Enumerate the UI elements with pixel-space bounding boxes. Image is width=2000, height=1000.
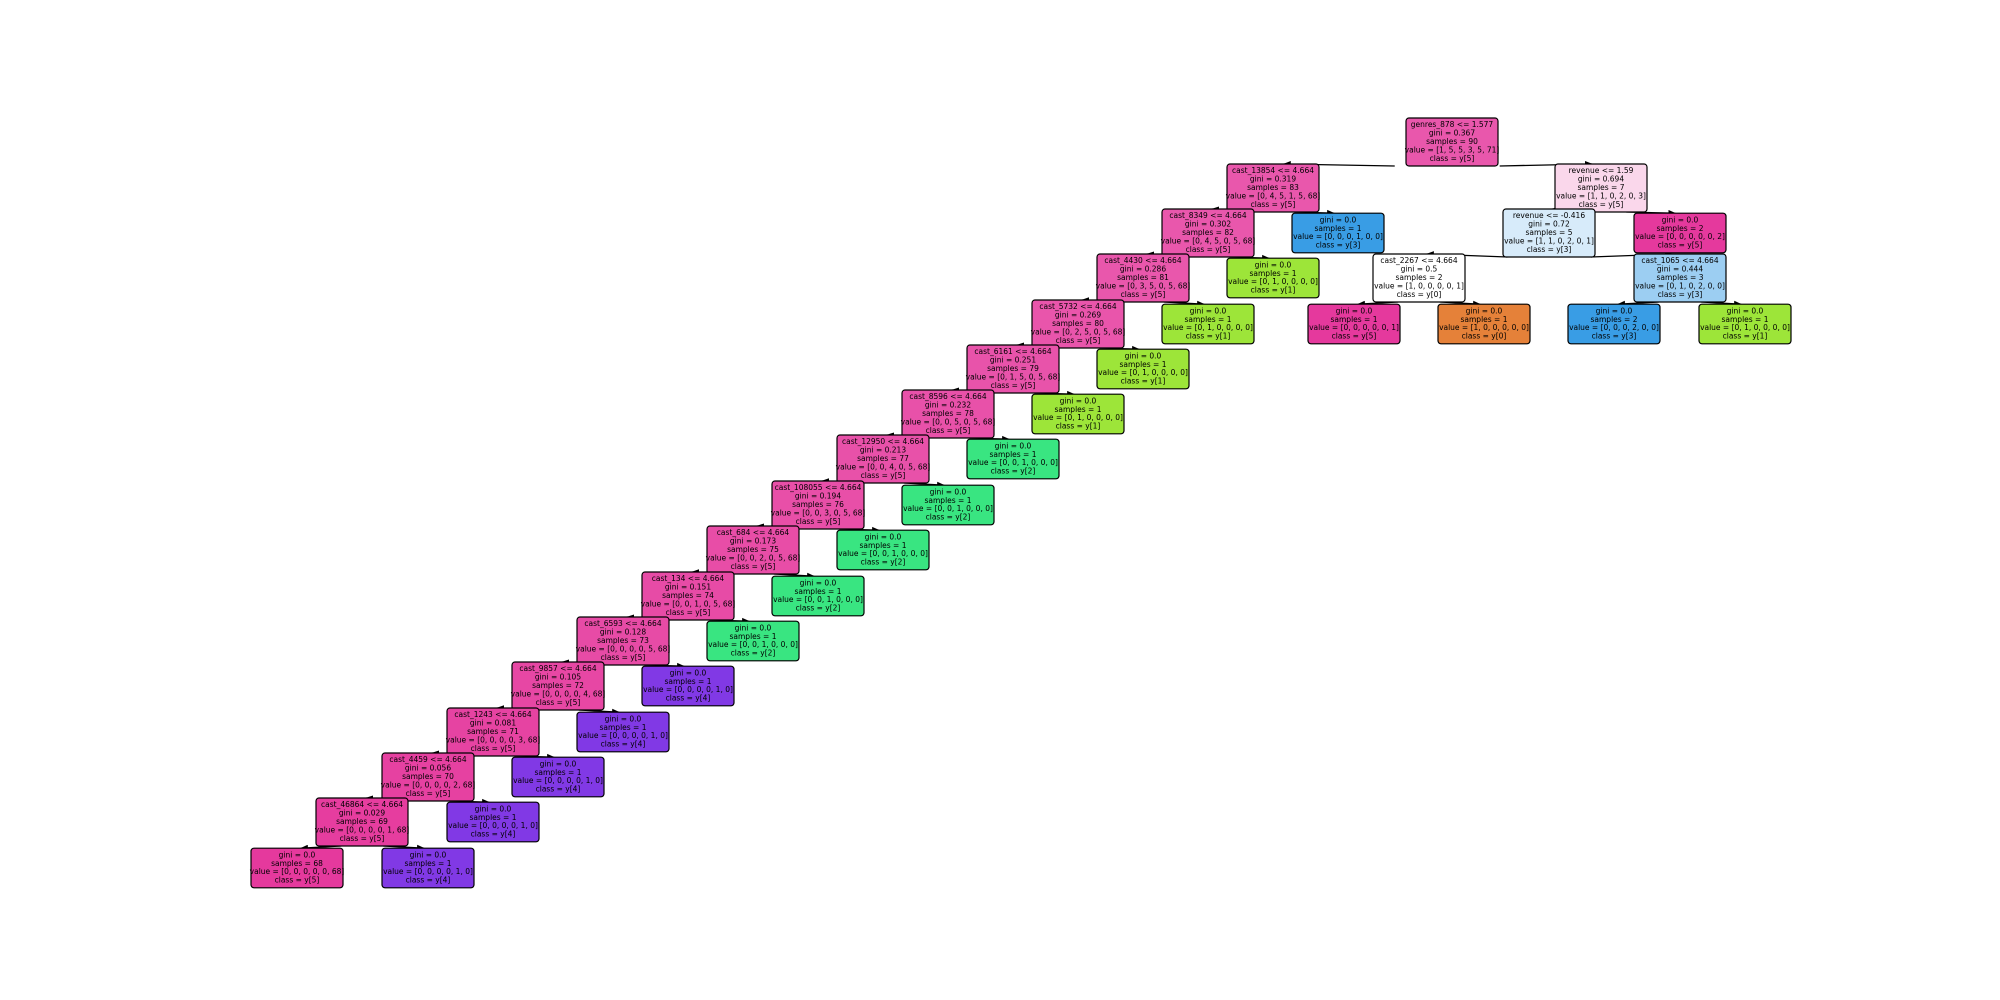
node-label-line: class = y[5] xyxy=(1185,244,1231,254)
node-label-line: class = y[1] xyxy=(1250,285,1296,295)
node-label-line: samples = 1 xyxy=(989,449,1037,459)
node-label-line: class = y[4] xyxy=(665,693,711,703)
tree-node xyxy=(1227,258,1319,298)
node-label-line: samples = 73 xyxy=(597,636,649,645)
node-label-line: value = [0, 0, 0, 0, 0, 1] xyxy=(1309,323,1399,333)
tree-node xyxy=(382,848,474,888)
node-label-line: cast_134 <= 4.664 xyxy=(651,574,725,584)
node-label-line: gini = 0.0 xyxy=(1661,215,1699,225)
node-label-line: samples = 76 xyxy=(792,500,844,509)
node-label-line: class = y[2] xyxy=(860,557,906,567)
tree-nodes xyxy=(250,118,1791,888)
node-label-line: samples = 2 xyxy=(1656,223,1704,233)
tree-node xyxy=(1226,164,1321,212)
node-label-line: value = [0, 0, 0, 0, 2, 68] xyxy=(380,780,476,790)
node-label-line: revenue <= -0.416 xyxy=(1512,211,1586,221)
node-label-line: class = y[5] xyxy=(600,652,646,662)
node-label-line: gini = 0.0 xyxy=(864,532,902,542)
tree-node xyxy=(1699,304,1791,344)
node-label-line: samples = 1 xyxy=(1119,359,1167,369)
node-label-line: cast_8349 <= 4.664 xyxy=(1169,211,1247,221)
node-label-line: samples = 1 xyxy=(1249,268,1297,278)
node-label-line: class = y[4] xyxy=(535,784,581,794)
node-label-line: value = [0, 1, 5, 0, 5, 68] xyxy=(965,372,1061,382)
node-label-line: value = [0, 0, 0, 0, 1, 0] xyxy=(383,867,473,877)
tree-node xyxy=(1438,304,1530,344)
tree-node xyxy=(771,481,866,529)
node-label-line: gini = 0.105 xyxy=(534,672,582,682)
node-label-line: gini = 0.0 xyxy=(1124,351,1162,361)
node-label-line: class = y[1] xyxy=(1722,331,1768,341)
tree-node xyxy=(1568,304,1660,344)
node-label-line: value = [1, 1, 0, 2, 0, 1] xyxy=(1504,236,1594,246)
node-label-line: gini = 0.0 xyxy=(1254,260,1292,270)
node-label-line: value = [0, 4, 5, 0, 5, 68] xyxy=(1160,236,1256,246)
node-label-line: samples = 77 xyxy=(857,454,909,463)
node-label-line: gini = 0.213 xyxy=(859,445,907,455)
node-label-line: samples = 1 xyxy=(599,722,647,732)
node-label-line: value = [0, 1, 0, 0, 0, 0] xyxy=(1700,323,1790,333)
node-label-line: class = y[5] xyxy=(1120,289,1166,299)
node-label-line: value = [1, 0, 0, 0, 0, 1] xyxy=(1374,281,1464,291)
node-label-line: value = [0, 0, 1, 0, 5, 68] xyxy=(640,599,736,609)
tree-node xyxy=(315,798,410,846)
tree-node xyxy=(901,390,996,438)
node-label-line: gini = 0.367 xyxy=(1428,128,1476,138)
node-label-line: class = y[2] xyxy=(730,648,776,658)
node-label-line: class = y[5] xyxy=(730,561,776,571)
tree-node xyxy=(250,848,345,888)
node-label-line: samples = 79 xyxy=(987,364,1039,373)
node-label-line: gini = 0.232 xyxy=(924,400,972,410)
node-label-line: samples = 75 xyxy=(727,545,779,554)
node-label-line: class = y[5] xyxy=(795,516,841,526)
tree-node xyxy=(1634,213,1726,253)
node-label-line: samples = 81 xyxy=(1117,273,1169,282)
node-label-line: value = [0, 0, 0, 2, 0, 0] xyxy=(1569,323,1659,333)
tree-node xyxy=(1161,209,1256,257)
node-label-line: gini = 0.0 xyxy=(1726,306,1764,316)
tree-node xyxy=(576,617,671,665)
node-label-line: value = [1, 5, 5, 3, 5, 71] xyxy=(1404,145,1500,155)
tree-node xyxy=(707,621,799,661)
tree-node xyxy=(577,712,669,752)
node-label-line: value = [0, 1, 0, 0, 0, 0] xyxy=(1098,368,1188,378)
node-label-line: value = [0, 1, 0, 0, 0, 0] xyxy=(1228,277,1318,287)
node-label-line: value = [0, 0, 0, 0, 4, 68] xyxy=(510,689,606,699)
node-label-line: value = [0, 0, 1, 0, 0, 0] xyxy=(968,458,1058,468)
node-label-line: samples = 74 xyxy=(662,591,714,600)
node-label-line: value = [0, 0, 0, 0, 5, 68] xyxy=(575,644,671,654)
node-label-line: genres_878 <= 1.577 xyxy=(1410,120,1494,130)
node-label-line: samples = 1 xyxy=(469,812,517,822)
tree-node xyxy=(706,526,801,574)
node-label-line: gini = 0.0 xyxy=(278,850,316,860)
node-label-line: value = [0, 2, 5, 0, 5, 68] xyxy=(1030,327,1126,337)
node-label-line: cast_6161 <= 4.664 xyxy=(974,347,1052,357)
node-label-line: class = y[1] xyxy=(1055,421,1101,431)
node-label-line: value = [0, 0, 0, 0, 1, 0] xyxy=(513,776,603,786)
node-label-line: gini = 0.0 xyxy=(669,668,707,678)
node-label-line: gini = 0.444 xyxy=(1656,264,1704,274)
node-label-line: gini = 0.194 xyxy=(794,491,842,501)
tree-node xyxy=(1162,304,1254,344)
node-label-line: value = [0, 0, 3, 0, 5, 68] xyxy=(770,508,866,518)
node-label-line: value = [0, 0, 2, 0, 5, 68] xyxy=(705,553,801,563)
node-label-line: cast_108055 <= 4.664 xyxy=(774,483,862,493)
node-label-line: cast_1243 <= 4.664 xyxy=(454,710,532,720)
node-label-line: gini = 0.056 xyxy=(404,763,452,773)
node-label-line: class = y[5] xyxy=(339,833,385,843)
node-label-line: gini = 0.151 xyxy=(664,582,712,592)
tree-node xyxy=(1031,300,1126,348)
node-label-line: gini = 0.0 xyxy=(539,759,577,769)
node-label-line: value = [0, 1, 0, 0, 0, 0] xyxy=(1163,323,1253,333)
node-label-line: value = [0, 0, 0, 0, 1, 0] xyxy=(643,685,733,695)
tree-node xyxy=(511,662,606,710)
node-label-line: cast_8596 <= 4.664 xyxy=(909,392,987,402)
node-label-line: value = [0, 0, 0, 0, 0, 68] xyxy=(249,867,345,877)
tree-node xyxy=(836,435,931,483)
node-label-line: value = [1, 0, 0, 0, 0, 0] xyxy=(1439,323,1529,333)
node-label-line: value = [0, 0, 1, 0, 0, 0] xyxy=(708,640,798,650)
node-label-line: samples = 1 xyxy=(1184,314,1232,324)
node-label-line: samples = 1 xyxy=(1721,314,1769,324)
node-label-line: class = y[5] xyxy=(1055,335,1101,345)
node-label-line: samples = 1 xyxy=(534,767,582,777)
tree-node xyxy=(1634,254,1726,302)
tree-node xyxy=(1555,164,1647,212)
node-label-line: samples = 72 xyxy=(532,681,584,690)
tree-node xyxy=(1405,118,1500,166)
node-label-line: gini = 0.694 xyxy=(1577,174,1625,184)
node-label-line: samples = 1 xyxy=(1460,314,1508,324)
node-label-line: class = y[1] xyxy=(1185,331,1231,341)
tree-node xyxy=(1292,213,1384,253)
node-label-line: samples = 83 xyxy=(1247,183,1299,192)
node-label-line: samples = 78 xyxy=(922,409,974,418)
node-label-line: class = y[0] xyxy=(1396,289,1442,299)
node-label-line: revenue <= 1.59 xyxy=(1568,166,1634,176)
node-label-line: cast_1065 <= 4.664 xyxy=(1641,256,1719,266)
node-label-line: value = [0, 0, 4, 0, 5, 68] xyxy=(835,462,931,472)
node-label-line: samples = 2 xyxy=(1395,273,1443,282)
node-label-line: samples = 2 xyxy=(1590,314,1638,324)
node-label-line: class = y[5] xyxy=(1657,240,1703,250)
tree-node xyxy=(446,708,541,756)
tree-node xyxy=(642,666,734,706)
node-label-line: gini = 0.0 xyxy=(929,487,967,497)
node-label-line: class = y[3] xyxy=(1657,289,1703,299)
node-label-line: cast_684 <= 4.664 xyxy=(716,528,790,538)
node-label-line: class = y[5] xyxy=(274,875,320,885)
node-label-line: gini = 0.081 xyxy=(469,718,517,728)
node-label-line: value = [0, 0, 0, 0, 3, 68] xyxy=(445,735,541,745)
node-label-line: gini = 0.72 xyxy=(1528,219,1570,229)
node-label-line: class = y[0] xyxy=(1461,331,1507,341)
tree-node xyxy=(1503,209,1595,257)
node-label-line: value = [0, 3, 5, 0, 5, 68] xyxy=(1095,281,1191,291)
tree-node xyxy=(447,802,539,842)
node-label-line: samples = 1 xyxy=(729,631,777,641)
tree-node xyxy=(1096,254,1191,302)
tree-node xyxy=(381,753,476,801)
node-label-line: gini = 0.0 xyxy=(799,578,837,588)
node-label-line: gini = 0.0 xyxy=(1189,306,1227,316)
node-label-line: cast_2267 <= 4.664 xyxy=(1380,256,1458,266)
node-label-line: value = [0, 1, 0, 0, 0, 0] xyxy=(1033,413,1123,423)
tree-node xyxy=(1097,349,1189,389)
tree-node xyxy=(1308,304,1400,344)
node-label-line: gini = 0.5 xyxy=(1400,264,1438,274)
node-label-line: value = [0, 4, 5, 1, 5, 68] xyxy=(1225,191,1321,201)
node-label-line: gini = 0.251 xyxy=(989,355,1037,365)
node-label-line: gini = 0.029 xyxy=(338,808,386,818)
tree-node xyxy=(837,530,929,570)
node-label-line: cast_46864 <= 4.664 xyxy=(321,800,403,810)
node-label-line: class = y[5] xyxy=(1429,153,1475,163)
node-label-line: value = [1, 1, 0, 2, 0, 3] xyxy=(1556,191,1646,201)
node-label-line: samples = 69 xyxy=(336,817,388,826)
tree-node xyxy=(902,485,994,525)
node-label-line: class = y[2] xyxy=(795,603,841,613)
tree-node xyxy=(966,345,1061,393)
node-label-line: gini = 0.0 xyxy=(994,441,1032,451)
node-label-line: cast_4430 <= 4.664 xyxy=(1104,256,1182,266)
node-label-line: samples = 1 xyxy=(1314,223,1362,233)
node-label-line: gini = 0.0 xyxy=(1319,215,1357,225)
node-label-line: gini = 0.286 xyxy=(1119,264,1167,274)
node-label-line: cast_12950 <= 4.664 xyxy=(842,437,924,447)
tree-node xyxy=(967,439,1059,479)
node-label-line: class = y[3] xyxy=(1526,244,1572,254)
node-label-line: value = [0, 0, 0, 0, 1, 0] xyxy=(448,821,538,831)
node-label-line: gini = 0.0 xyxy=(1335,306,1373,316)
tree-node xyxy=(772,576,864,616)
node-label-line: class = y[2] xyxy=(990,466,1036,476)
node-label-line: value = [0, 0, 5, 0, 5, 68] xyxy=(900,417,996,427)
node-label-line: cast_5732 <= 4.664 xyxy=(1039,302,1117,312)
node-label-line: class = y[3] xyxy=(1591,331,1637,341)
node-label-line: gini = 0.0 xyxy=(1059,396,1097,406)
node-label-line: value = [0, 0, 1, 0, 0, 0] xyxy=(903,504,993,514)
node-label-line: cast_4459 <= 4.664 xyxy=(389,755,467,765)
node-label-line: class = y[5] xyxy=(1578,199,1624,209)
node-label-line: samples = 1 xyxy=(404,858,452,868)
node-label-line: samples = 3 xyxy=(1656,273,1704,282)
node-label-line: value = [0, 0, 1, 0, 0, 0] xyxy=(838,549,928,559)
node-label-line: samples = 68 xyxy=(271,858,323,868)
node-label-line: samples = 5 xyxy=(1525,228,1573,237)
node-label-line: samples = 80 xyxy=(1052,319,1104,328)
node-label-line: class = y[5] xyxy=(1250,199,1296,209)
tree-node xyxy=(1373,254,1465,302)
node-label-line: value = [0, 0, 1, 0, 0, 0] xyxy=(773,595,863,605)
node-label-line: value = [0, 0, 0, 0, 1, 0] xyxy=(578,731,668,741)
node-label-line: value = [0, 1, 0, 2, 0, 0] xyxy=(1635,281,1725,291)
node-label-line: class = y[5] xyxy=(1331,331,1377,341)
node-label-line: gini = 0.0 xyxy=(604,714,642,724)
node-label-line: class = y[4] xyxy=(470,829,516,839)
node-label-line: class = y[5] xyxy=(990,380,1036,390)
node-label-line: samples = 71 xyxy=(467,727,519,736)
node-label-line: class = y[4] xyxy=(405,875,451,885)
node-label-line: cast_6593 <= 4.664 xyxy=(584,619,662,629)
node-label-line: cast_9857 <= 4.664 xyxy=(519,664,597,674)
node-label-line: samples = 1 xyxy=(1054,404,1102,414)
node-label-line: class = y[3] xyxy=(1315,240,1361,250)
node-label-line: value = [0, 0, 0, 0, 1, 68] xyxy=(314,825,410,835)
node-label-line: samples = 1 xyxy=(794,586,842,596)
node-label-line: samples = 7 xyxy=(1577,183,1625,192)
node-label-line: gini = 0.0 xyxy=(409,850,447,860)
node-label-line: gini = 0.128 xyxy=(599,627,647,637)
node-label-line: gini = 0.173 xyxy=(729,536,777,546)
node-label-line: gini = 0.0 xyxy=(1465,306,1503,316)
node-label-line: class = y[5] xyxy=(405,788,451,798)
node-label-line: gini = 0.0 xyxy=(734,623,772,633)
tree-node xyxy=(512,757,604,797)
node-label-line: gini = 0.269 xyxy=(1054,310,1102,320)
node-label-line: gini = 0.0 xyxy=(474,804,512,814)
node-label-line: class = y[5] xyxy=(535,697,581,707)
node-label-line: gini = 0.319 xyxy=(1249,174,1297,184)
node-label-line: samples = 1 xyxy=(859,540,907,550)
node-label-line: class = y[1] xyxy=(1120,376,1166,386)
node-label-line: class = y[4] xyxy=(600,739,646,749)
node-label-line: value = [0, 0, 0, 0, 0, 2] xyxy=(1635,232,1725,242)
node-label-line: samples = 1 xyxy=(924,495,972,505)
node-label-line: cast_13854 <= 4.664 xyxy=(1232,166,1314,176)
tree-node xyxy=(641,572,736,620)
node-label-line: samples = 70 xyxy=(402,772,454,781)
node-label-line: samples = 1 xyxy=(1330,314,1378,324)
node-label-line: class = y[5] xyxy=(665,607,711,617)
node-label-line: gini = 0.0 xyxy=(1595,306,1633,316)
node-label-line: samples = 90 xyxy=(1426,137,1478,146)
node-label-line: class = y[2] xyxy=(925,512,971,522)
node-label-line: gini = 0.302 xyxy=(1184,219,1232,229)
node-label-line: value = [0, 0, 0, 1, 0, 0] xyxy=(1293,232,1383,242)
node-label-line: class = y[5] xyxy=(925,425,971,435)
node-label-line: class = y[5] xyxy=(470,743,516,753)
tree-node xyxy=(1032,394,1124,434)
node-label-line: samples = 1 xyxy=(664,676,712,686)
node-label-line: samples = 82 xyxy=(1182,228,1234,237)
node-label-line: class = y[5] xyxy=(860,470,906,480)
